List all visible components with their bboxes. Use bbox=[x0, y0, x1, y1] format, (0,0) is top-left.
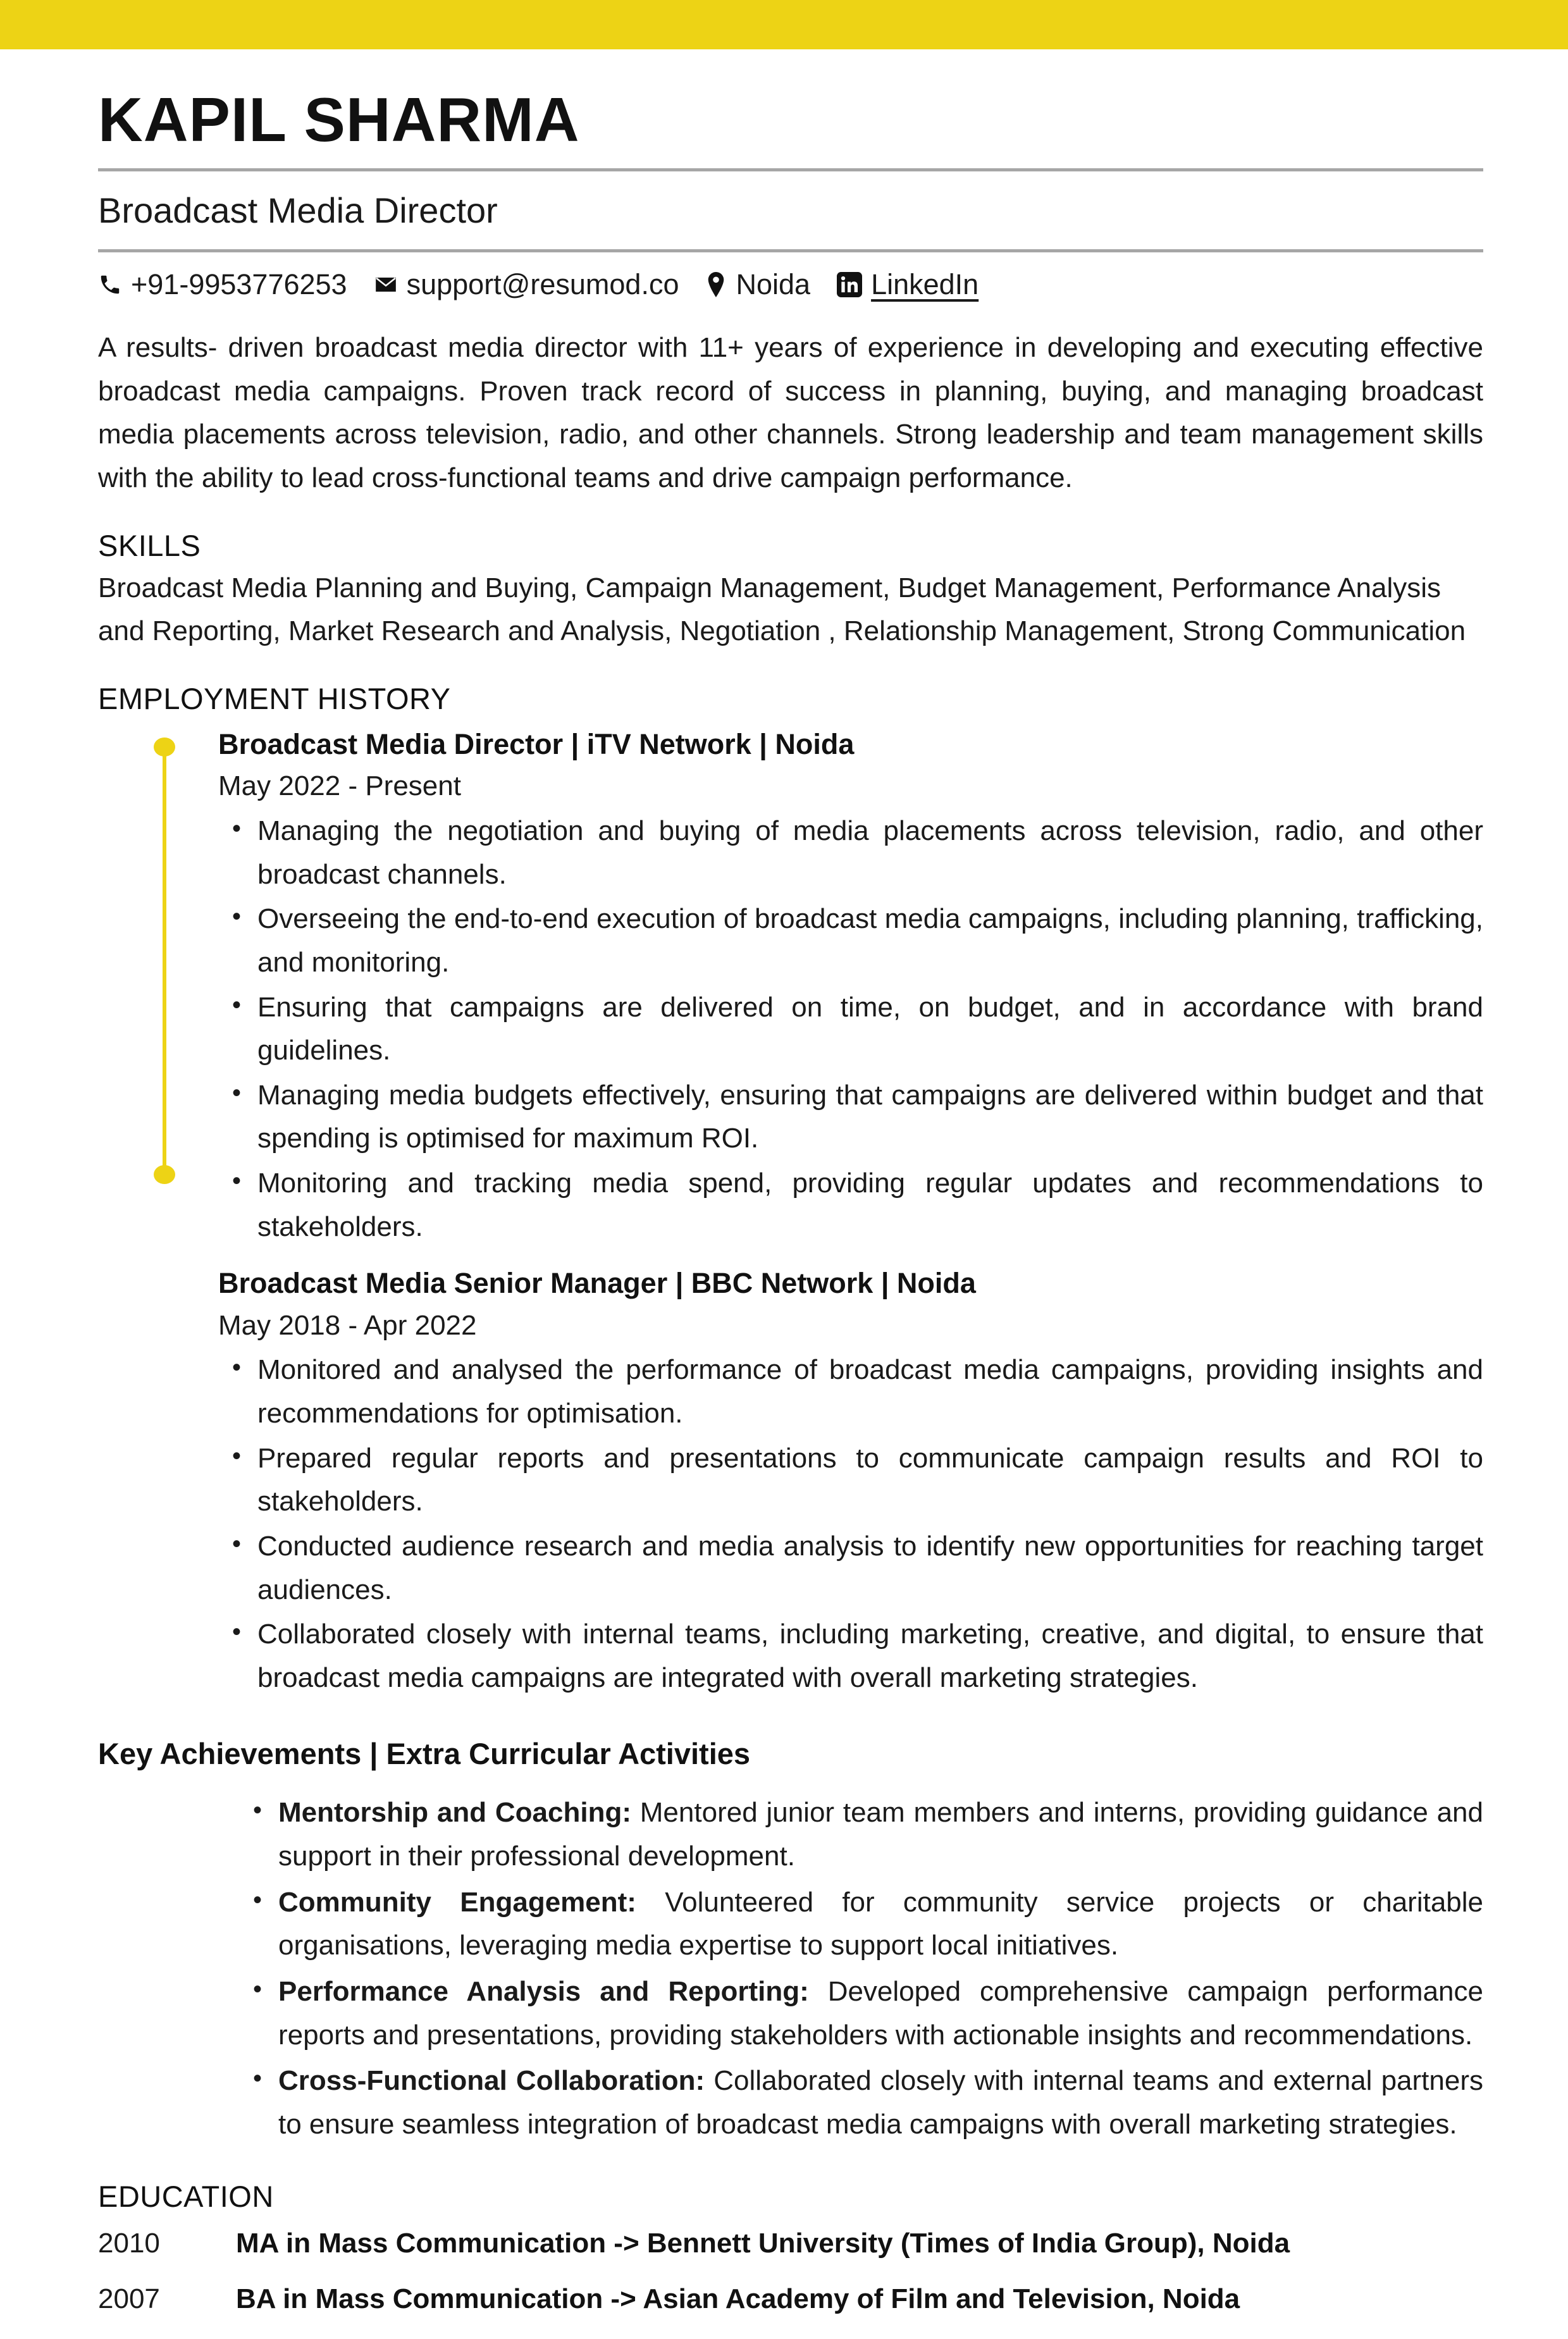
section-title-employment: EMPLOYMENT HISTORY bbox=[98, 681, 451, 715]
education-detail: BA in Mass Communication -> Asian Academy of Film and Television, Noida bbox=[236, 2283, 1240, 2315]
contact-linkedin-text[interactable]: LinkedIn bbox=[871, 268, 979, 301]
key-achievement-label: Community Engagement: bbox=[278, 1886, 636, 1918]
key-achievement-label: Cross-Functional Collaboration: bbox=[278, 2065, 705, 2097]
job-bullet: • Collaborated closely with internal teams, including marketing, creative, and digital, to ensure that broadcast media campaigns are integrated with overall marketing strategies. bbox=[257, 1613, 1483, 1700]
job-bullet: • Prepared regular reports and presentations to communicate campaign results and ROI to stakeholders. bbox=[257, 1437, 1483, 1524]
timeline-rail bbox=[154, 737, 175, 1184]
timeline-line bbox=[163, 746, 166, 1175]
job-bullet: • Ensuring that campaigns are delivered on time, on budget, and in accordance with brand guidelines. bbox=[257, 986, 1483, 1073]
contact-email-text: support@resumod.co bbox=[406, 268, 679, 301]
job-bullet: • Monitored and analysed the performance of broadcast media campaigns, providing insights and recommendations for optimisation. bbox=[257, 1348, 1483, 1435]
job-bullet: • Overseeing the end-to-end execution of broadcast media campaigns, including planning, trafficking, and monitoring. bbox=[257, 898, 1483, 984]
education-year: 2010 bbox=[98, 2228, 160, 2259]
timeline-dot-first bbox=[154, 737, 175, 756]
contact-location bbox=[705, 270, 810, 299]
contact-email[interactable] bbox=[374, 270, 679, 299]
key-achievement-text: Mentored junior team members and interns, providing guidance and support in their professional development. bbox=[278, 1797, 1483, 1872]
job-bullet: • Conducted audience research and media analysis to identify new opportunities for reaching target audiences. bbox=[257, 1525, 1483, 1612]
professional-summary: A results- driven broadcast media director with 11+ years of experience in developing and executing effective broadcast media campaigns. Proven track record of success in planning, buying, and managing broadcast media placements across television, radio, and other channels. Strong leadership and team management skills with the ability to lead cross-functional teams and drive campaign performance. bbox=[98, 332, 1483, 494]
envelope-icon bbox=[374, 273, 398, 297]
key-achievement-text: Developed comprehensive campaign performance reports and presentations, providing stakeholders with actionable insights and recommendations. bbox=[278, 1975, 1483, 2051]
location-pin-icon bbox=[705, 272, 727, 297]
job-dates: May 2018 - Apr 2022 bbox=[218, 1309, 477, 1341]
section-title-skills: SKILLS bbox=[98, 528, 201, 562]
header-divider-top bbox=[98, 168, 1483, 171]
education-detail: MA in Mass Communication -> Bennett University (Times of India Group), Noida bbox=[236, 2228, 1290, 2259]
phone-icon bbox=[98, 273, 122, 297]
section-title-education: EDUCATION bbox=[98, 2180, 274, 2214]
contact-phone[interactable] bbox=[98, 270, 347, 299]
key-achievement-text: Collaborated closely with internal teams and external partners to ensure seamless integration of broadcast media campaigns with overall marketing strategies. bbox=[278, 2065, 1483, 2140]
contact-location-text: Noida bbox=[736, 268, 811, 301]
contact-row bbox=[98, 270, 1483, 299]
key-achievement-item bbox=[278, 1791, 1483, 1878]
job-entry bbox=[98, 726, 1483, 1249]
resume-content bbox=[98, 49, 1483, 2339]
job-bullet: • Managing media budgets effectively, ensuring that campaigns are delivered within budget and that spending is optimised for maximum ROI. bbox=[257, 1074, 1483, 1161]
header-divider-bottom bbox=[98, 249, 1483, 252]
skills-list: Broadcast Media Planning and Buying, Campaign Management, Budget Management, Performance Analysis and Reporting, Market Research and Analysis, Negotiation , Relationship Management, Strong Communication bbox=[98, 572, 1466, 647]
key-achievement-label: Mentorship and Coaching: bbox=[278, 1797, 631, 1829]
section-title-key-achievements: Key Achievements | Extra Curricular Activities bbox=[98, 1737, 751, 1771]
accent-top-band bbox=[0, 0, 1568, 49]
key-achievement-item bbox=[278, 1881, 1483, 1968]
job-heading: Broadcast Media Senior Manager | BBC Network | Noida bbox=[218, 1267, 976, 1300]
key-achievements-list bbox=[98, 1791, 1483, 2146]
job-bullet: • Managing the negotiation and buying of media placements across television, radio, and other broadcast channels. bbox=[257, 810, 1483, 896]
job-bullet: • Monitoring and tracking media spend, providing regular updates and recommendations to stakeholders. bbox=[257, 1162, 1483, 1249]
job-dates: May 2022 - Present bbox=[218, 770, 461, 802]
job-heading: Broadcast Media Director | iTV Network | Noida bbox=[218, 727, 855, 760]
contact-phone-text: +91-9953776253 bbox=[131, 268, 347, 301]
education-year: 2007 bbox=[98, 2283, 160, 2315]
linkedin-icon bbox=[837, 272, 862, 297]
timeline-dot-second bbox=[154, 1165, 175, 1184]
job-entry bbox=[98, 1265, 1483, 1700]
candidate-job-title: Broadcast Media Director bbox=[98, 190, 498, 230]
contact-linkedin[interactable] bbox=[837, 270, 978, 299]
key-achievement-label: Performance Analysis and Reporting: bbox=[278, 1975, 809, 2007]
job-bullet-list bbox=[218, 810, 1483, 1249]
key-achievement-item bbox=[278, 2059, 1483, 2146]
candidate-name: KAPIL SHARMA bbox=[98, 85, 580, 154]
education-entry bbox=[98, 2283, 1483, 2315]
key-achievement-item bbox=[278, 1970, 1483, 2057]
job-bullet-list bbox=[218, 1348, 1483, 1700]
employment-section bbox=[98, 726, 1483, 1700]
education-entry bbox=[98, 2228, 1483, 2259]
key-achievement-text: Volunteered for community service projects or charitable organisations, leveraging media expertise to support local initiatives. bbox=[278, 1886, 1483, 1961]
